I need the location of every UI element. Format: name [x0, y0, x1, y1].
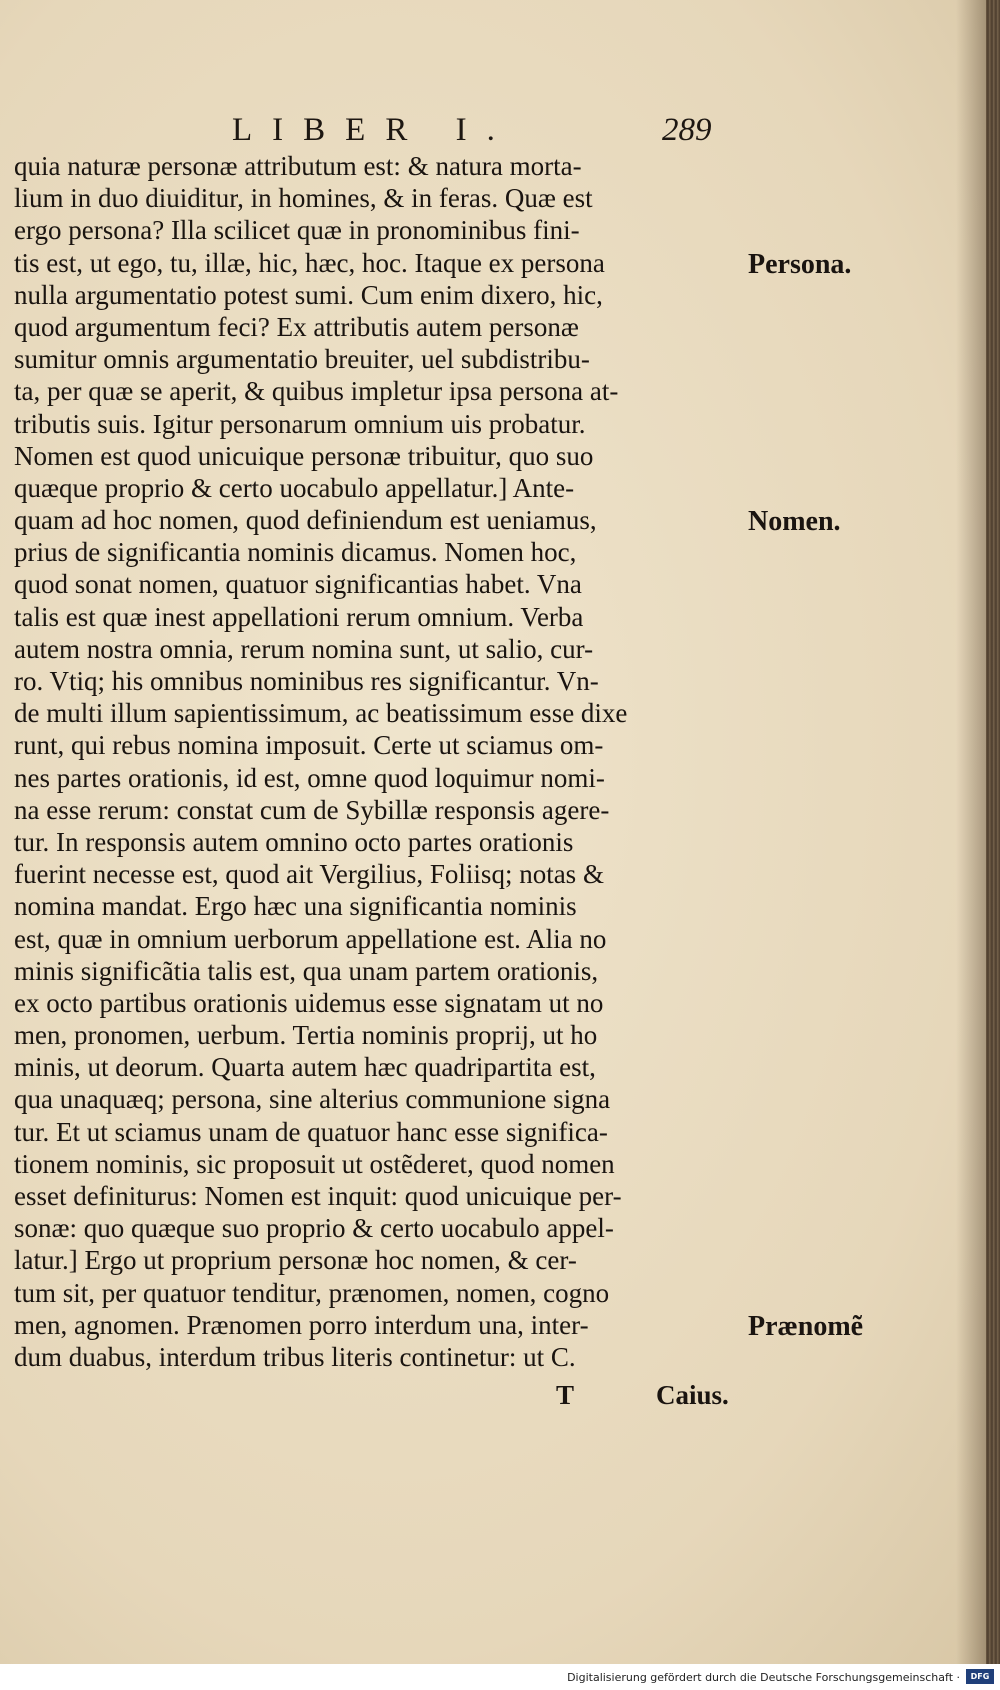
show-through-bleed	[822, 190, 942, 450]
text-line: autem nostra omnia, rerum nomina sunt, ut salio, cur-	[14, 633, 594, 664]
signature-mark: T	[556, 1380, 575, 1410]
text-line: lium in duo diuiditur, in homines, & in feras. Quæ est	[14, 183, 593, 214]
page-number: 289	[662, 112, 712, 148]
text-line: quia naturæ personæ attributum est: & natura morta-	[14, 151, 582, 181]
text-line: de multi illum sapientissimum, ac beatissimum esse dixe	[14, 698, 628, 729]
text-line: tur. Et ut sciamus unam de quatuor hanc esse significa-	[14, 1116, 608, 1147]
text-line: na esse rerum: constat cum de Sybillæ responsis agere-	[14, 794, 610, 825]
text-line: ergo persona? Illa scilicet quæ in pronominibus fini-	[14, 215, 580, 246]
catch-line	[0, 1380, 760, 1416]
text-line: tributis suis. Igitur personarum omnium uis probatur.	[14, 408, 586, 439]
marginal-note: Persona.	[748, 248, 852, 280]
text-line: dum duabus, interdum tribus literis continetur: ut C.	[14, 1341, 576, 1372]
text-line: latur.] Ergo ut proprium personæ hoc nomen, & cer-	[14, 1245, 577, 1276]
marginal-note: Prænomẽ	[748, 1311, 864, 1343]
footer-bar	[0, 1664, 1000, 1690]
book-edge	[986, 0, 1000, 1664]
text-line: tis est, ut ego, tu, illæ, hic, hæc, hoc. Itaque ex persona	[14, 247, 605, 278]
text-line: minis significãtia talis est, qua unam partem orationis,	[14, 955, 599, 986]
footer-credit: Digitalisierung gefördert durch die Deutsche Forschungsgemeinschaft ·	[567, 1671, 960, 1684]
catchword: Caius.	[656, 1380, 729, 1410]
running-title: LIBER I.	[232, 112, 515, 148]
text-line: esset definiturus: Nomen est inquit: quod unicuique per-	[14, 1181, 622, 1211]
text-line: tum sit, per quatuor tenditur, prænomen, nomen, cogno	[14, 1277, 610, 1308]
page-header	[0, 112, 760, 152]
text-line: nomina mandat. Ergo hæc una significantia nominis	[14, 891, 577, 922]
text-line: tionem nominis, sic proposuit ut ostẽderet, quod nomen	[14, 1148, 615, 1179]
text-line: fuerint necesse est, quod ait Vergilius, Foliisq; notas &	[14, 859, 604, 890]
text-line: ta, per quæ se aperit, & quibus impletur ipsa persona at-	[14, 376, 619, 407]
text-line: tur. In responsis autem omnino octo partes orationis	[14, 826, 574, 857]
text-line: nes partes orationis, id est, omne quod loquimur nomi-	[14, 762, 605, 793]
text-line: quod sonat nomen, quatuor significantias habet. Vna	[14, 569, 582, 600]
page-gutter-shadow	[956, 0, 986, 1664]
text-line: quæque proprio & certo uocabulo appellatur.] Ante-	[14, 472, 575, 503]
text-line: ro. Vtiq; his omnibus nominibus res significantur. Vn-	[14, 666, 599, 696]
text-line: runt, qui rebus nomina imposuit. Certe ut sciamus om-	[14, 730, 604, 761]
text-line: quam ad hoc nomen, quod definiendum est ueniamus,	[14, 505, 597, 536]
text-line: ex octo partibus orationis uidemus esse signatam ut no	[14, 987, 604, 1018]
text-line: quod argumentum feci? Ex attributis autem personæ	[14, 311, 579, 342]
text-line: talis est quæ inest appellationi rerum omnium. Verba	[14, 601, 584, 632]
text-line: prius de significantia nominis dicamus. Nomen hoc,	[14, 537, 577, 568]
text-line: nulla argumentatio potest sumi. Cum enim dixero, hic,	[14, 279, 603, 310]
text-line: sonæ: quo quæque suo proprio & certo uocabulo appel-	[14, 1213, 614, 1244]
text-line: sumitur omnis argumentatio breuiter, uel subdistribu-	[14, 344, 590, 375]
text-line: est, quæ in omnium uerborum appellatione est. Alia no	[14, 923, 607, 954]
body-text	[14, 150, 760, 1373]
text-line: minis, ut deorum. Quarta autem hæc quadripartita est,	[14, 1052, 596, 1083]
marginal-note: Nomen.	[748, 506, 841, 538]
text-line: Nomen est quod unicuique personæ tribuitur, quo suo	[14, 440, 594, 471]
text-line: qua unaquæq; persona, sine alterius communione signa	[14, 1084, 611, 1115]
text-line: men, agnomen. Prænomen porro interdum una, inter-	[14, 1309, 589, 1340]
text-line: men, pronomen, uerbum. Tertia nominis proprij, ut ho	[14, 1020, 598, 1051]
dfg-logo: DFG	[966, 1669, 994, 1684]
